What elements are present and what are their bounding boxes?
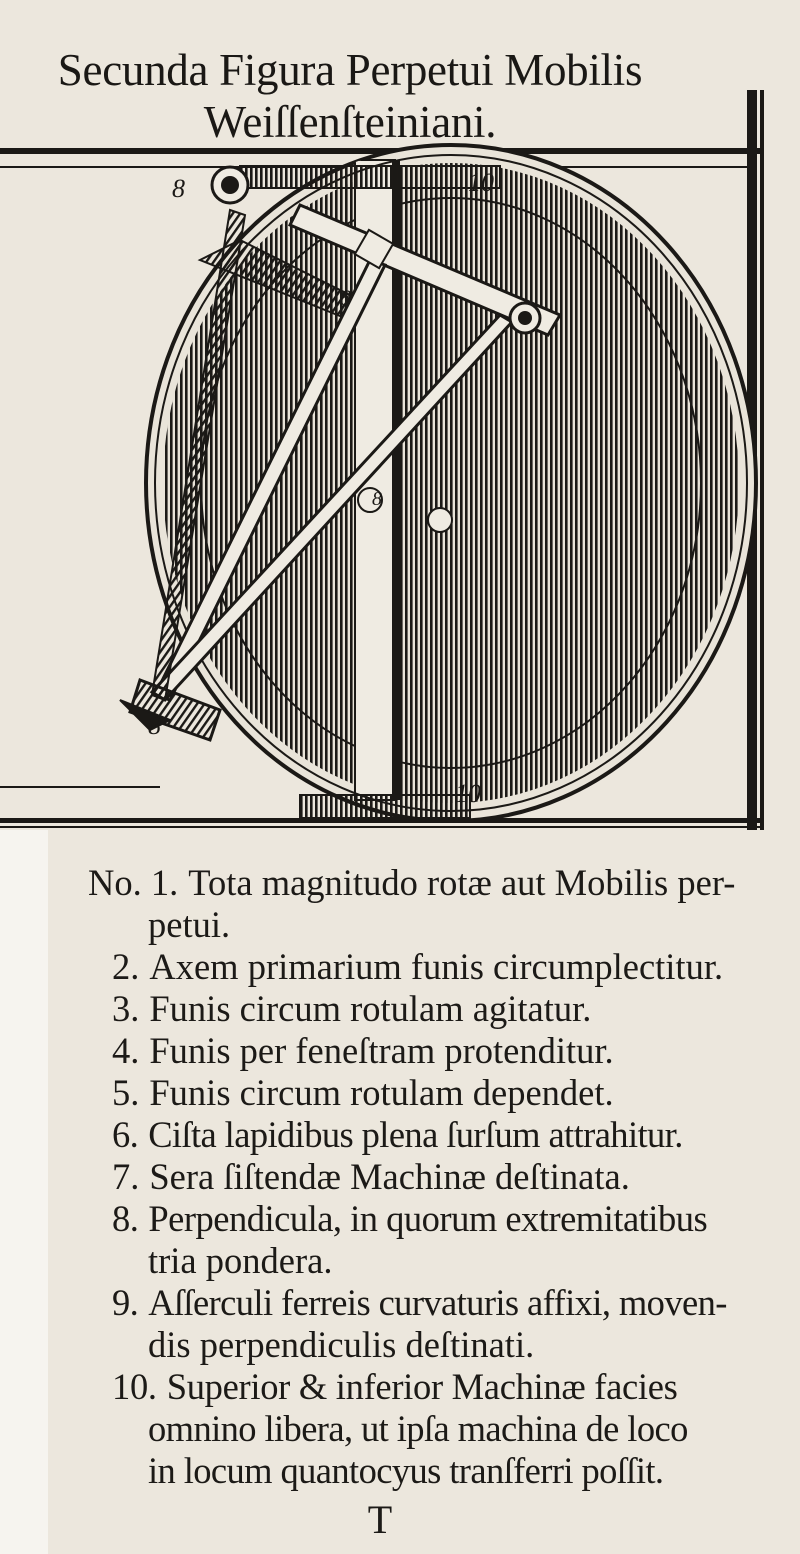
legend-item-5: 5. Funis circum rotulam dependet. xyxy=(112,1072,614,1113)
legend-item-6: 6. Ciſta lapidibus plena ſurſum attrahitur. xyxy=(112,1114,683,1155)
legend-item-8-cont: tria pondera. xyxy=(148,1240,333,1281)
figure-title-line2: Weiſſenſteiniani. xyxy=(203,97,497,147)
legend-item-number: No. 1. xyxy=(88,862,179,903)
legend-item-7: 7. Sera ſiſtendæ Machinæ deſtinata. xyxy=(112,1156,630,1197)
legend-item-3: 3. Funis circum rotulam agitatur. xyxy=(112,988,592,1029)
label-top-left: 8 xyxy=(172,174,185,203)
legend-item-9: 9. Aſſerculi ferreis curvaturis affixi, moven- xyxy=(112,1282,727,1323)
signature-mark: T xyxy=(367,1497,393,1542)
legend-item-4: 4. Funis per feneſtram protenditur. xyxy=(112,1030,614,1071)
legend-item-10: 10. Superior & inferior Machinæ facies xyxy=(112,1366,678,1407)
legend-item-10-cont2: in locum quantocyus tranſferri poſſit. xyxy=(148,1450,664,1491)
legend-item-9-cont: dis perpendiculis deſtinati. xyxy=(148,1324,535,1365)
label-top-right: 10 xyxy=(468,168,494,197)
label-bottom-right: 10 xyxy=(455,779,481,808)
legend-item-1 xyxy=(88,862,735,904)
label-bottom-left: 8 xyxy=(148,711,161,740)
figure-title-line1: Secunda Figura Perpetui Mobilis xyxy=(57,45,643,95)
label-mid-upper: 8 xyxy=(340,285,351,310)
legend-item-text: Tota magnitudo rotæ aut Mobilis per- xyxy=(188,862,736,903)
legend-item-1-cont: petui. xyxy=(148,904,231,945)
legend-item-8: 8. Perpendicula, in quorum extremitatibus xyxy=(112,1198,708,1239)
page-edge xyxy=(0,830,48,1554)
legend-item-2: 2. Axem primarium funis circumplectitur. xyxy=(112,946,724,987)
label-mid-lower: 8 xyxy=(372,488,382,510)
legend-item-10-cont: omnino libera, ut ipſa machina de loco xyxy=(148,1408,688,1449)
